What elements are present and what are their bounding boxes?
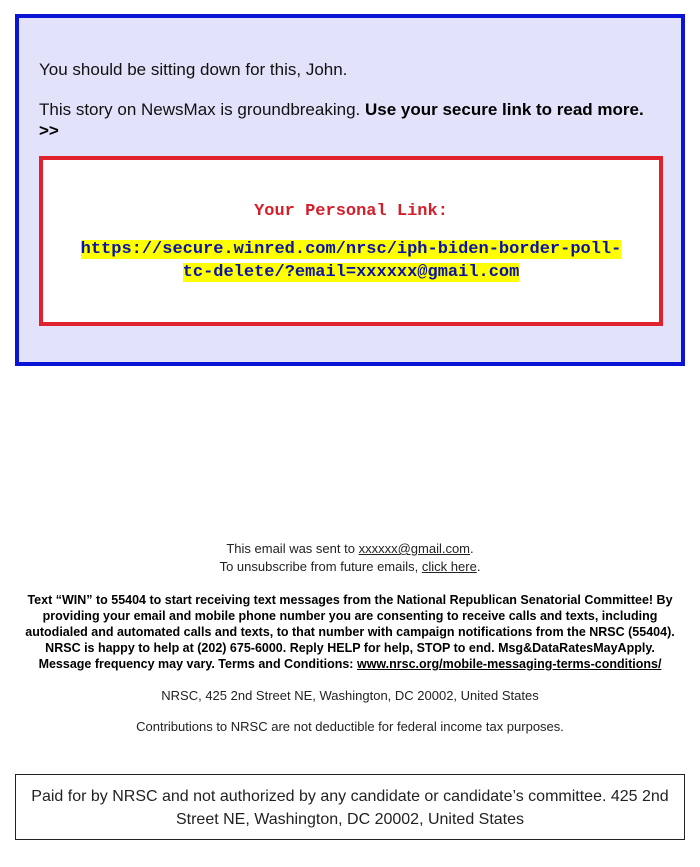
greeting-text: You should be sitting down for this, John. bbox=[39, 60, 348, 79]
mailing-address: NRSC, 425 2nd Street NE, Washington, DC 20002, United States bbox=[161, 688, 539, 703]
tax-deductibility-notice: Contributions to NRSC are not deductible for federal income tax purposes. bbox=[136, 719, 564, 734]
unsubscribe-line bbox=[15, 558, 685, 576]
email-footer bbox=[15, 540, 685, 736]
read-more-link[interactable]: Use your secure link to read more. >> bbox=[39, 100, 644, 140]
sent-to-suffix: . bbox=[470, 541, 474, 556]
unsubscribe-prefix: To unsubscribe from future emails, bbox=[219, 559, 419, 574]
sent-to-prefix: This email was sent to bbox=[226, 541, 355, 556]
story-text: This story on NewsMax is groundbreaking. bbox=[39, 100, 361, 119]
sms-disclaimer-text: Text “WIN” to 55404 to start receiving text messages from the National Republican Senatorial Committee! By providing your email and mobile phone number you are consenting to receive calls and texts, including autodialed and automated calls and texts, to that number with campaign notifications from the NRSC (55404). NRSC is happy to help at (202) 675-6000. Reply HELP for help, STOP to end. Msg&DataRatesMayApply. Message frequency may vary. Terms and Conditions: bbox=[25, 593, 675, 671]
personal-link-url-text[interactable]: https://secure.winred.com/nrsc/iph-biden-border-poll-tc-delete/?email=xxxxxx@gmail.com bbox=[80, 240, 622, 282]
paid-for-disclaimer: Paid for by NRSC and not authorized by any candidate or candidate’s committee. 425 2nd Street NE, Washington, DC 20002, United States bbox=[15, 774, 685, 840]
recipient-email-link[interactable]: xxxxxx@gmail.com bbox=[358, 541, 471, 556]
personal-link-box bbox=[39, 156, 663, 326]
story-paragraph bbox=[39, 99, 659, 141]
sms-terms-link[interactable]: www.nrsc.org/mobile-messaging-terms-conditions/ bbox=[356, 657, 662, 671]
sms-disclaimer bbox=[15, 592, 685, 672]
unsubscribe-link[interactable]: click here bbox=[421, 559, 477, 574]
sent-to-line bbox=[15, 540, 685, 558]
hero-panel bbox=[15, 14, 685, 366]
unsubscribe-suffix: . bbox=[476, 559, 481, 574]
personal-link-url[interactable] bbox=[73, 238, 629, 284]
personal-link-label: Your Personal Link: bbox=[254, 202, 448, 221]
